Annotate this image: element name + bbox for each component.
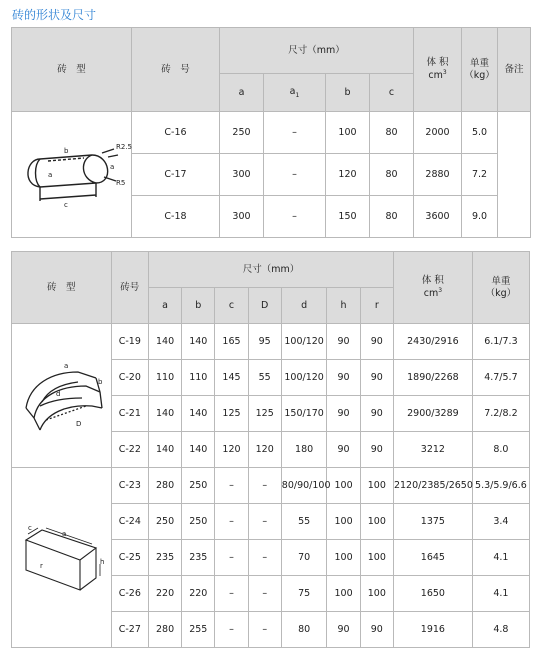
- header-shape: 砖 型: [12, 252, 112, 324]
- cell-a: 220: [148, 576, 181, 612]
- cell-h: 90: [327, 432, 360, 468]
- cell-weight: 8.0: [472, 432, 529, 468]
- cell-D: –: [248, 612, 281, 648]
- cell-r: 90: [360, 612, 393, 648]
- header-dim-h: h: [327, 288, 360, 324]
- header-weight: [462, 28, 498, 112]
- cell-code: C-17: [132, 154, 220, 196]
- cell-weight: 4.1: [472, 540, 529, 576]
- cell-a1: –: [264, 154, 326, 196]
- svg-text:r: r: [40, 561, 44, 570]
- header-code: 砖号: [111, 252, 148, 324]
- header-weight-label: 单重: [470, 57, 490, 69]
- header-volume-unit: cm: [428, 70, 443, 82]
- cell-weight: 6.1/7.3: [472, 324, 529, 360]
- cell-r: 90: [360, 360, 393, 396]
- cell-weight: 3.4: [472, 504, 529, 540]
- cell-c: 120: [215, 432, 248, 468]
- svg-text:R2.5: R2.5: [115, 142, 132, 151]
- cell-b: 110: [182, 360, 215, 396]
- cell-weight: 7.2/8.2: [472, 396, 529, 432]
- header-dim-a1-sub: 1: [295, 91, 300, 99]
- cell-volume: 1890/2268: [393, 360, 472, 396]
- cell-D: 95: [248, 324, 281, 360]
- cell-d: 100/120: [281, 360, 327, 396]
- cell-code: C-22: [111, 432, 148, 468]
- page-title: 砖的形状及尺寸: [12, 8, 97, 22]
- header-size: 尺寸（mm）: [148, 252, 393, 288]
- cell-code: C-26: [111, 576, 148, 612]
- cell-h: 100: [327, 468, 360, 504]
- cell-volume: 2120/2385/2650: [393, 468, 472, 504]
- cell-a: 300: [220, 154, 264, 196]
- wedge-brick-drawing-icon: [16, 520, 106, 596]
- cell-volume: 2000: [414, 112, 462, 154]
- cell-r: 90: [360, 432, 393, 468]
- cell-c: –: [215, 468, 248, 504]
- header-dim-a: a: [220, 74, 264, 112]
- cell-weight: 9.0: [462, 196, 498, 238]
- cell-a: 235: [148, 540, 181, 576]
- cell-c: –: [215, 612, 248, 648]
- cell-volume: 1650: [393, 576, 472, 612]
- cell-volume: 2430/2916: [393, 324, 472, 360]
- cell-b: 140: [182, 396, 215, 432]
- shape-drawing-cell: [12, 324, 112, 468]
- cell-h: 90: [327, 396, 360, 432]
- cell-code: C-25: [111, 540, 148, 576]
- cell-d: 180: [281, 432, 327, 468]
- svg-text:D: D: [76, 419, 82, 428]
- header-volume-label: 体 积: [421, 275, 444, 287]
- header-dim-c: c: [215, 288, 248, 324]
- cell-a1: –: [264, 196, 326, 238]
- cell-h: 90: [327, 612, 360, 648]
- cell-D: 55: [248, 360, 281, 396]
- cell-h: 90: [327, 324, 360, 360]
- cell-d: 70: [281, 540, 327, 576]
- cell-code: C-19: [111, 324, 148, 360]
- cell-c: –: [215, 576, 248, 612]
- cell-d: 55: [281, 504, 327, 540]
- cell-code: C-27: [111, 612, 148, 648]
- cell-a: 280: [148, 468, 181, 504]
- cell-code: C-20: [111, 360, 148, 396]
- cell-h: 100: [327, 540, 360, 576]
- cell-b: 250: [182, 504, 215, 540]
- cell-d: 100/120: [281, 324, 327, 360]
- cell-weight: 4.1: [472, 576, 529, 612]
- header-weight-unit: （kg）: [464, 69, 495, 81]
- cell-code: C-23: [111, 468, 148, 504]
- cell-b: 100: [326, 112, 370, 154]
- cell-weight: 5.0: [462, 112, 498, 154]
- svg-text:c: c: [63, 200, 68, 209]
- header-dim-a: a: [148, 288, 181, 324]
- cell-a: 280: [148, 612, 181, 648]
- cell-r: 100: [360, 576, 393, 612]
- cell-D: –: [248, 468, 281, 504]
- cell-c: 165: [215, 324, 248, 360]
- cell-weight: 4.7/5.7: [472, 360, 529, 396]
- cell-volume: 2900/3289: [393, 396, 472, 432]
- cell-d: 75: [281, 576, 327, 612]
- header-note: 备注: [498, 28, 531, 112]
- cell-code: C-16: [132, 112, 220, 154]
- cell-a: 140: [148, 324, 181, 360]
- cell-volume: 1916: [393, 612, 472, 648]
- cell-c: 145: [215, 360, 248, 396]
- cell-D: –: [248, 576, 281, 612]
- cell-a: 250: [148, 504, 181, 540]
- svg-text:a: a: [62, 529, 67, 538]
- cell-b: 255: [182, 612, 215, 648]
- cell-a: 300: [220, 196, 264, 238]
- header-dim-d: d: [281, 288, 327, 324]
- header-volume: [393, 252, 472, 324]
- cell-d: 150/170: [281, 396, 327, 432]
- cell-d: 80/90/100: [281, 468, 327, 504]
- header-weight-unit: （kg）: [485, 287, 517, 299]
- header-dim-c: c: [370, 74, 414, 112]
- cell-code: C-18: [132, 196, 220, 238]
- cell-b: 235: [182, 540, 215, 576]
- cell-c: 125: [215, 396, 248, 432]
- header-volume-unit: cm: [423, 288, 439, 300]
- header-dim-D: D: [248, 288, 281, 324]
- cell-weight: 5.3/5.9/6.6: [472, 468, 529, 504]
- header-volume-label: 体 积: [426, 57, 449, 69]
- cell-D: 120: [248, 432, 281, 468]
- cell-b: 220: [182, 576, 215, 612]
- svg-text:a: a: [64, 361, 69, 370]
- ring-brick-drawing-icon: [16, 356, 106, 436]
- svg-text:R5: R5: [115, 178, 125, 187]
- header-weight: [472, 252, 529, 324]
- cell-r: 90: [360, 324, 393, 360]
- cell-weight: 7.2: [462, 154, 498, 196]
- cell-h: 100: [327, 576, 360, 612]
- brick-table-1: [11, 27, 531, 238]
- cell-r: 100: [360, 540, 393, 576]
- table-row: [12, 112, 531, 154]
- cell-code: C-21: [111, 396, 148, 432]
- header-dim-a1: [264, 74, 326, 112]
- cell-D: –: [248, 504, 281, 540]
- svg-text:a: a: [47, 170, 52, 179]
- svg-text:c: c: [28, 523, 33, 532]
- cell-volume: 2880: [414, 154, 462, 196]
- cell-note: [498, 112, 531, 238]
- cell-code: C-24: [111, 504, 148, 540]
- header-shape: 砖 型: [12, 28, 132, 112]
- svg-text:b: b: [63, 146, 68, 155]
- header-size: 尺寸（mm）: [220, 28, 414, 74]
- header-volume: [414, 28, 462, 112]
- header-dim-r: r: [360, 288, 393, 324]
- brick-table-2: [11, 251, 530, 648]
- shape-drawing-cell: [12, 468, 112, 648]
- cell-h: 90: [327, 360, 360, 396]
- cell-c: 80: [370, 112, 414, 154]
- header-dim-a1-label: a: [289, 85, 296, 97]
- cell-r: 100: [360, 504, 393, 540]
- cell-b: 140: [182, 432, 215, 468]
- cell-c: 80: [370, 196, 414, 238]
- cell-b: 150: [326, 196, 370, 238]
- cell-r: 100: [360, 468, 393, 504]
- cell-a: 140: [148, 432, 181, 468]
- header-dim-b: b: [182, 288, 215, 324]
- cell-b: 140: [182, 324, 215, 360]
- table-row: [12, 468, 530, 504]
- cell-volume: 3600: [414, 196, 462, 238]
- cell-r: 90: [360, 396, 393, 432]
- cell-b: 120: [326, 154, 370, 196]
- cell-D: 125: [248, 396, 281, 432]
- header-dim-b: b: [326, 74, 370, 112]
- svg-text:a: a: [109, 162, 114, 171]
- arch-brick-drawing-icon: [18, 137, 132, 213]
- cell-c: –: [215, 504, 248, 540]
- table-row: [12, 324, 530, 360]
- cell-a: 250: [220, 112, 264, 154]
- cell-a1: –: [264, 112, 326, 154]
- cell-volume: 1645: [393, 540, 472, 576]
- cell-h: 100: [327, 504, 360, 540]
- svg-text:h: h: [100, 557, 105, 566]
- cell-d: 80: [281, 612, 327, 648]
- cell-a: 140: [148, 396, 181, 432]
- header-code: 砖 号: [132, 28, 220, 112]
- cell-c: –: [215, 540, 248, 576]
- cell-volume: 3212: [393, 432, 472, 468]
- cell-volume: 1375: [393, 504, 472, 540]
- cell-weight: 4.8: [472, 612, 529, 648]
- shape-drawing-cell: [12, 112, 132, 238]
- cell-c: 80: [370, 154, 414, 196]
- cell-D: –: [248, 540, 281, 576]
- svg-text:b: b: [98, 377, 103, 386]
- cell-a: 110: [148, 360, 181, 396]
- cell-b: 250: [182, 468, 215, 504]
- header-volume-unit-sup: 3: [438, 286, 443, 294]
- header-volume-unit-sup: 3: [442, 68, 447, 76]
- svg-text:d: d: [56, 389, 61, 398]
- header-weight-label: 单重: [491, 275, 511, 287]
